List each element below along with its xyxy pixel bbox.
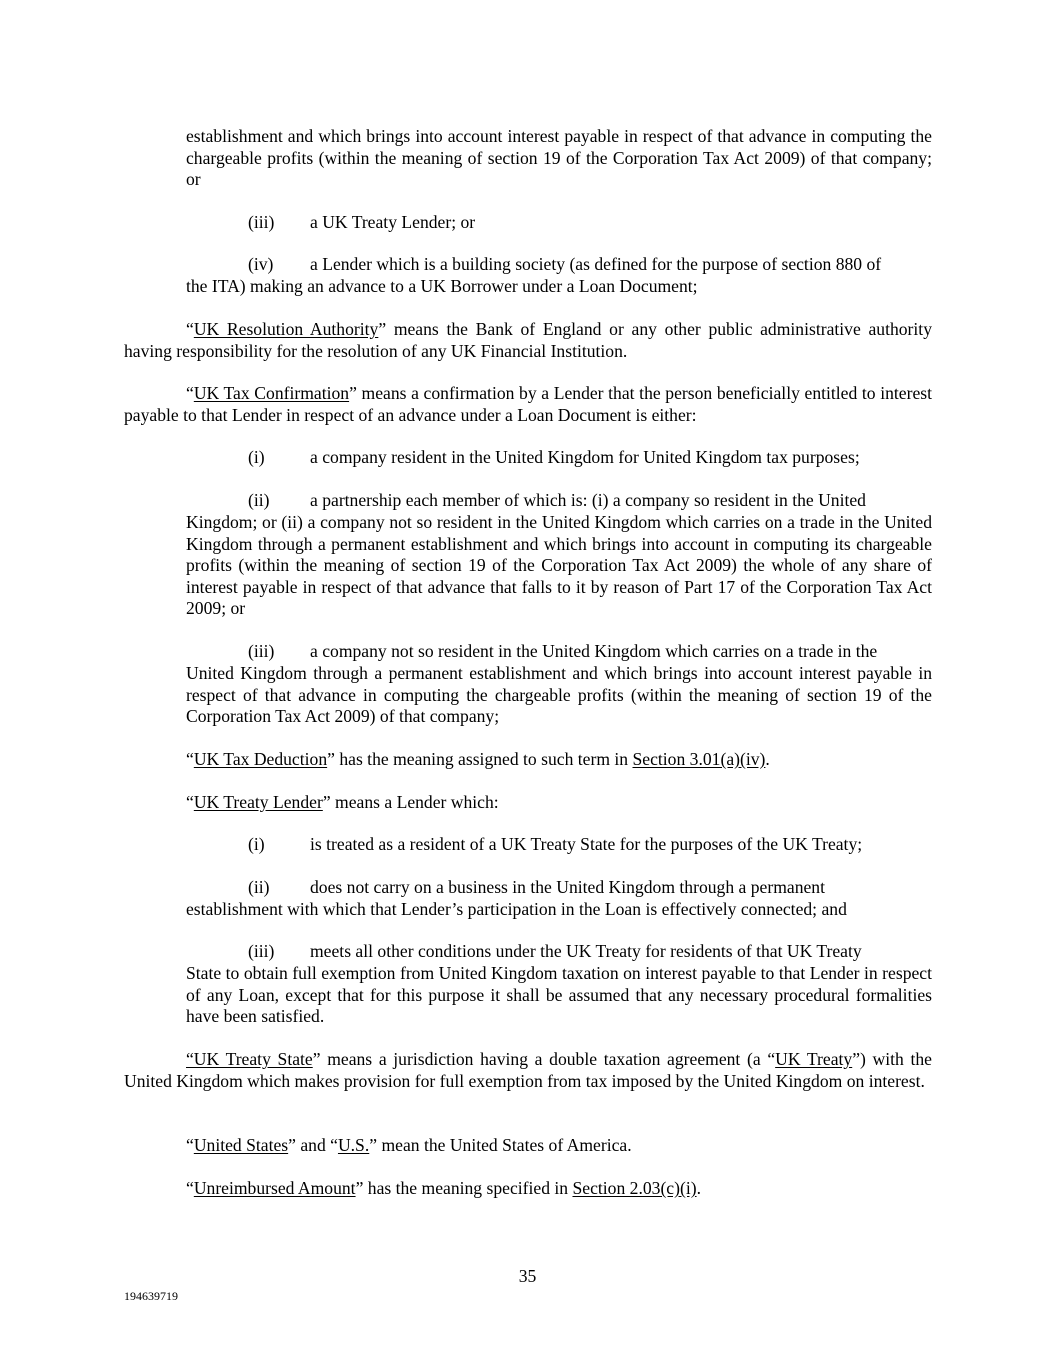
item-text: Kingdom; or (ii) a company not so resident in the United Kingdom which carries on a trade in the United Kingdom through a permanent establishment and which brings into account in computing its chargeable profits (within the meaning of section 19 of the Corporation Tax Act 2009) the whole of any share of interest payable in respect of that advance that falls to it by reason of Part 17 of the Corporation Tax Act 2009; or: [186, 512, 932, 619]
definition-text: ” has the meaning assigned to such term in: [327, 749, 633, 769]
item-text: a company resident in the United Kingdom for United Kingdom tax purposes;: [310, 447, 860, 467]
list-item-tl-iii-first-line: [248, 941, 932, 963]
item-number: (iii): [248, 941, 275, 961]
list-item-tc-iii-first-line: [248, 641, 932, 663]
defined-term: UK Tax Confirmation: [193, 383, 350, 403]
item-number: (ii): [248, 490, 270, 510]
list-item-tl-ii-first-line: [248, 877, 932, 899]
item-text: a UK Treaty Lender; or: [310, 212, 476, 232]
defined-term: Unreimbursed Amount: [193, 1178, 356, 1198]
defined-term-us: U.S.: [337, 1135, 370, 1155]
definition-text: ”) with the United Kingdom which makes provision for full exemption from tax imposed by the United Kingdom on interest.: [124, 1049, 932, 1091]
list-item-tc-ii-rest: [186, 512, 932, 620]
defined-term: UK Tax Deduction: [193, 749, 328, 769]
definition-unreimbursed-amount: [186, 1178, 932, 1200]
definition-text: ” means a jurisdiction having a double taxation agreement (a “: [312, 1049, 776, 1069]
period: .: [765, 749, 770, 769]
defined-term: UK Treaty Lender: [193, 792, 323, 812]
open-quote: “: [186, 749, 194, 769]
item-text: establishment with which that Lender’s participation in the Loan is effectively connected; and: [186, 899, 847, 919]
open-quote: “: [186, 792, 194, 812]
list-item-tc-ii-first-line: [248, 490, 932, 512]
open-quote: “: [186, 383, 194, 403]
list-item-tl-ii-rest: [186, 899, 932, 921]
item-number: (iv): [248, 254, 274, 274]
paragraph-text: establishment and which brings into account interest payable in respect of that advance in computing the chargeable profits (within the meaning of section 19 of the Corporation Tax Act 2009) of that company; or: [186, 126, 932, 190]
definition-text: ” means the Bank of England or any other public administrative authority having responsibility for the resolution of any UK Financial Institution.: [124, 319, 932, 361]
period: .: [696, 1178, 701, 1198]
item-text: a partnership each member of which is: (i) a company so resident in the United: [310, 490, 866, 510]
list-item-tc-i: [248, 447, 932, 469]
list-item-tc-iii-rest: [186, 663, 932, 728]
item-number: (ii): [248, 877, 270, 897]
list-item-tl-i: [248, 834, 932, 856]
defined-term: UK Resolution Authority: [193, 319, 379, 339]
definition-text: ” has the meaning specified in: [355, 1178, 573, 1198]
definition-united-states: [186, 1135, 932, 1157]
document-id: 194639719: [124, 1289, 178, 1303]
defined-term-uk-treaty: UK Treaty: [775, 1049, 853, 1069]
defined-term: United States: [193, 1135, 289, 1155]
open-quote: “: [186, 1178, 194, 1198]
item-text: the ITA) making an advance to a UK Borrower under a Loan Document;: [186, 276, 698, 296]
list-item-iii-treaty-lender: [248, 212, 932, 234]
definition-uk-tax-deduction: [186, 749, 932, 771]
definition-text: ” and “: [288, 1135, 338, 1155]
section-reference-link[interactable]: Section 3.01(a)(iv): [632, 749, 766, 769]
definition-uk-treaty-lender: [186, 792, 932, 814]
item-text: does not carry on a business in the United Kingdom through a permanent: [310, 877, 825, 897]
list-item-tl-iii-rest: [186, 963, 932, 1028]
item-number: (i): [248, 447, 265, 467]
item-text: meets all other conditions under the UK Treaty for residents of that UK Treaty: [310, 941, 862, 961]
open-quote: “: [186, 319, 194, 339]
definition-uk-resolution-authority: [124, 319, 932, 362]
item-text: is treated as a resident of a UK Treaty State for the purposes of the UK Treaty;: [310, 834, 863, 854]
definition-text: ” means a Lender which:: [322, 792, 499, 812]
definition-text: ” means a confirmation by a Lender that the person beneficially entitled to interest payable to that Lender in respect of an advance under a Loan Document is either:: [124, 383, 933, 425]
item-number: (iii): [248, 212, 275, 232]
defined-term: “UK Treaty State: [186, 1049, 313, 1069]
definition-uk-tax-confirmation: [124, 383, 932, 426]
item-text: a Lender which is a building society (as defined for the purpose of section 880 of: [310, 254, 882, 274]
definition-text: ” mean the United States of America.: [369, 1135, 632, 1155]
page-number: 35: [518, 1266, 537, 1286]
item-text: United Kingdom through a permanent establishment and which brings into account interest payable in respect of that advance in computing the chargeable profits (within the meaning of section 19 of the Corporation Tax Act 2009) of that company;: [186, 663, 932, 727]
definition-uk-treaty-state: [124, 1049, 932, 1092]
open-quote: “: [186, 1135, 194, 1155]
list-item-iv-rest: [186, 276, 932, 298]
item-number: (i): [248, 834, 265, 854]
item-number: (iii): [248, 641, 275, 661]
list-item-iv-first-line: [248, 254, 932, 276]
item-text: State to obtain full exemption from United Kingdom taxation on interest payable to that Lender in respect of any Loan, except that for this purpose it shall be assumed that any necessary procedural formalities have been satisfied.: [186, 963, 932, 1027]
item-text: a company not so resident in the United Kingdom which carries on a trade in the: [310, 641, 878, 661]
continuation-paragraph: [186, 126, 932, 191]
section-reference-link[interactable]: Section 2.03(c)(i): [572, 1178, 697, 1198]
